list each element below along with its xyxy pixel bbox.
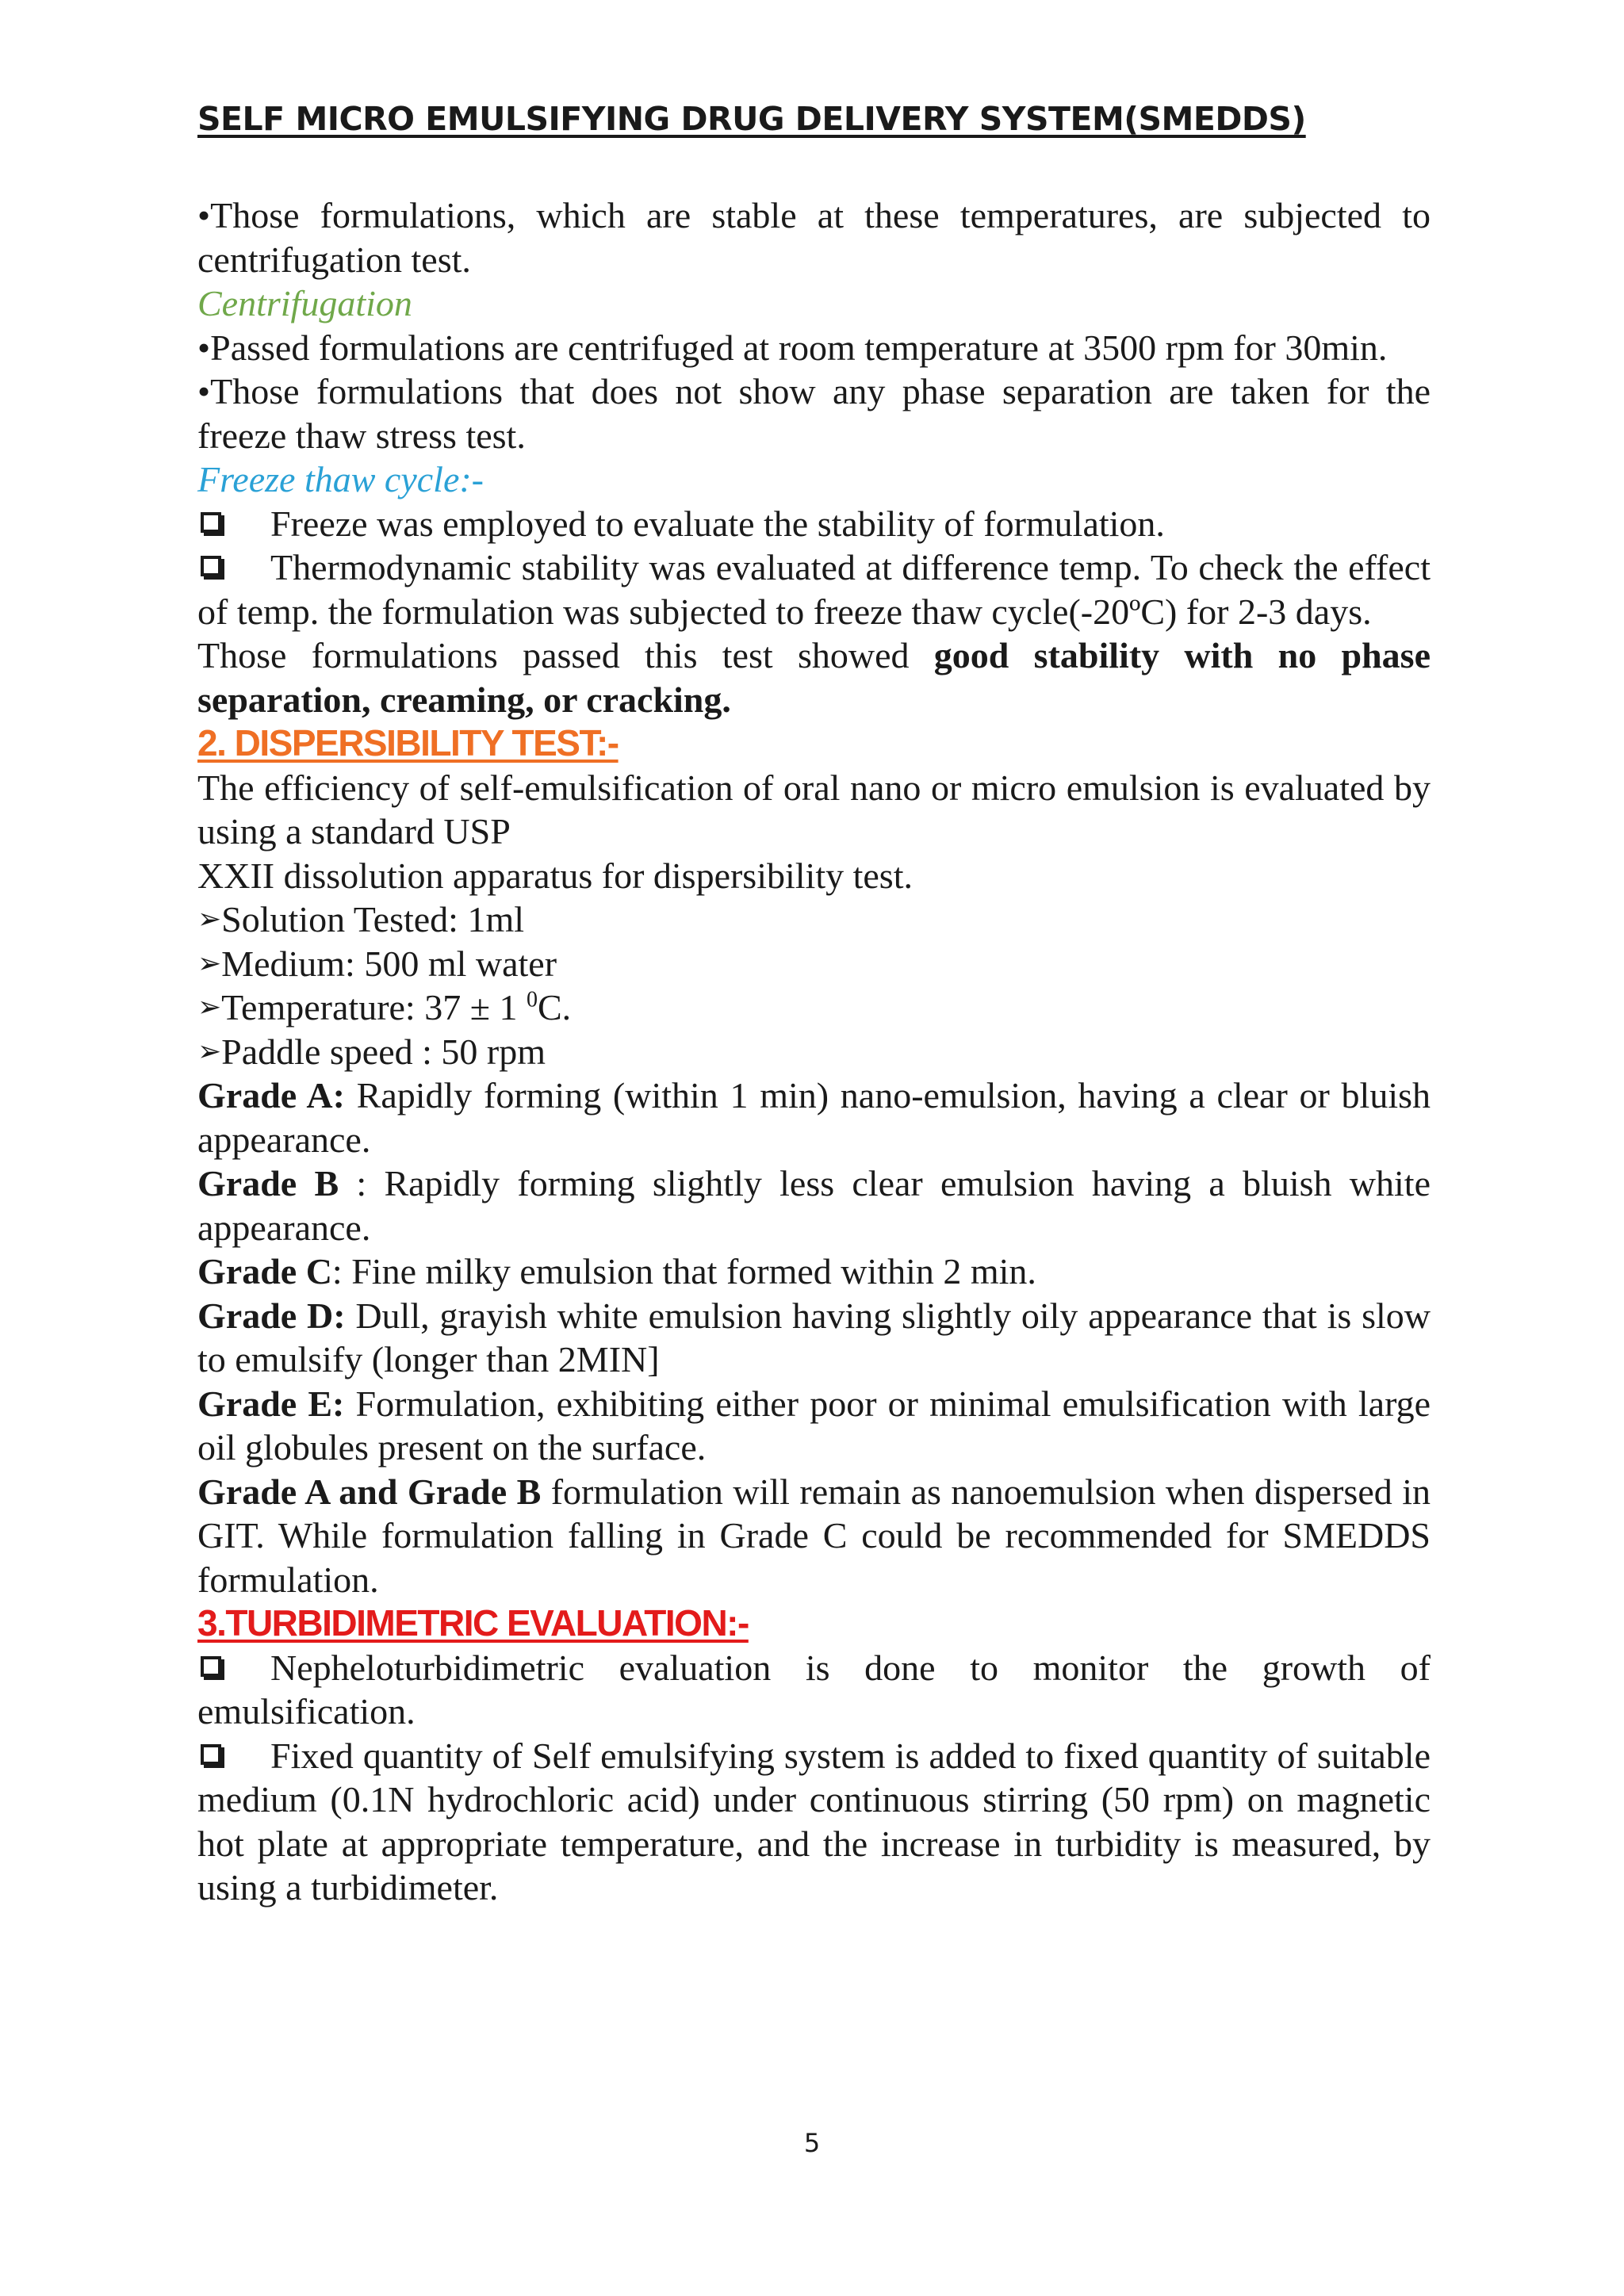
param-text: Paddle speed : 50 rpm [221,1031,546,1072]
document-body [197,193,1431,1910]
subheading-freeze-thaw: Freeze thaw cycle:- [197,459,484,499]
degree-superscript: 0 [526,987,538,1012]
dispersibility-intro: The efficiency of self-emulsification of oral nano or micro emulsion is evaluated by using a standard USP [197,767,1431,851]
param-text: Temperature: 37 ± 1 [221,987,527,1027]
checkbox-bullet-icon [201,512,221,533]
grade-label: Grade B [197,1163,339,1203]
checkbox-bullet-icon [201,1744,221,1765]
paragraph-stability: •Those formulations, which are stable at these temperatures, are subjected to centrifugation test. [197,195,1431,280]
grade-text: : Fine milky emulsion that formed within 2 min. [331,1251,1036,1292]
grade-c [197,1249,1431,1294]
param-unit: C. [537,987,572,1027]
grade-text: Dull, grayish white emulsion having slightly oily appearance that is slow to emulsify (longer than 2MIN] [197,1295,1431,1380]
grade-text: Rapidly forming (within 1 min) nano-emulsion, having a clear or bluish appearance. [197,1075,1431,1160]
subheading-centrifugation: Centrifugation [197,283,412,323]
page-number: 5 [803,2128,821,2158]
grade-d [197,1294,1431,1382]
freeze-item [197,502,1431,546]
dispersibility-intro-2: XXII dissolution apparatus for dispersibility test. [197,855,913,896]
grade-summary-bold: Grade A and Grade B [197,1471,542,1512]
turbidimetric-item-text: Nepheloturbidimetric evaluation is done to monitor the growth of emulsification. [197,1647,1431,1732]
turbidimetric-item [197,1734,1431,1910]
param-temperature [197,985,1431,1030]
grade-b [197,1161,1431,1249]
grade-label: Grade E: [197,1383,345,1424]
grade-label: Grade D: [197,1295,346,1336]
document-title: SELF MICRO EMULSIFYING DRUG DELIVERY SYSTEM(SMEDDS) [197,100,1306,138]
freeze-item [197,545,1431,633]
checkbox-bullet-icon [201,556,221,576]
grade-e [197,1382,1431,1470]
arrow-bullet-icon: ➢ [197,903,222,936]
param-text: Solution Tested: 1ml [221,899,525,939]
grade-text: Formulation, exhibiting either poor or minimal emulsification with large oil globules present on the surface. [197,1383,1431,1468]
turbidimetric-item-text: Fixed quantity of Self emulsifying system is added to fixed quantity of suitable medium (0.1N hydrochloric acid) under continuous stirring (50 rpm) on magnetic hot plate at appropriate temperature, and the increase in turbidity is measured, by using a turbidimeter. [197,1735,1431,1908]
param-medium [197,942,1431,986]
param-text: Medium: 500 ml water [221,943,557,984]
grade-a [197,1073,1431,1161]
test-result-text: Those formulations passed this test showed [197,635,934,675]
paragraph-phase-separation: •Those formulations that does not show any phase separation are taken for the freeze thaw stress test. [197,371,1431,456]
grade-text: : Rapidly forming slightly less clear emulsion having a bluish white appearance. [197,1163,1431,1248]
turbidimetric-item [197,1646,1431,1734]
paragraph-centrifuged: •Passed formulations are centrifuged at room temperature at 3500 rpm for 30min. [197,327,1388,368]
checkbox-bullet-icon [201,1656,221,1677]
freeze-item-text: Thermodynamic stability was evaluated at difference temp. To check the effect of temp. the formulation was subjected to freeze thaw cycle(-20ºC) for 2-3 days. [197,547,1431,632]
grade-summary-text: formulation will remain as nanoemulsion when dispersed in GIT. While formulation falling in Grade C could be recommended for SMEDDS formulation. [197,1471,1431,1600]
param-solution [197,897,1431,942]
grade-label: Grade A: [197,1075,345,1115]
grade-label: Grade C [197,1251,332,1292]
arrow-bullet-icon: ➢ [197,1035,222,1068]
paragraph-test-result [197,633,1431,721]
arrow-bullet-icon: ➢ [197,991,222,1024]
test-result-bold: good stability with no phase separation, creaming, or cracking. [197,635,1431,720]
arrow-bullet-icon: ➢ [197,947,222,980]
grade-summary [197,1470,1431,1602]
param-paddle [197,1030,1431,1074]
freeze-item-text: Freeze was employed to evaluate the stability of formulation. [270,503,1165,544]
section-heading-dispersibility: 2. DISPERSIBILITY TEST:- [197,722,619,763]
section-heading-turbidimetric: 3.TURBIDIMETRIC EVALUATION:- [197,1602,749,1644]
